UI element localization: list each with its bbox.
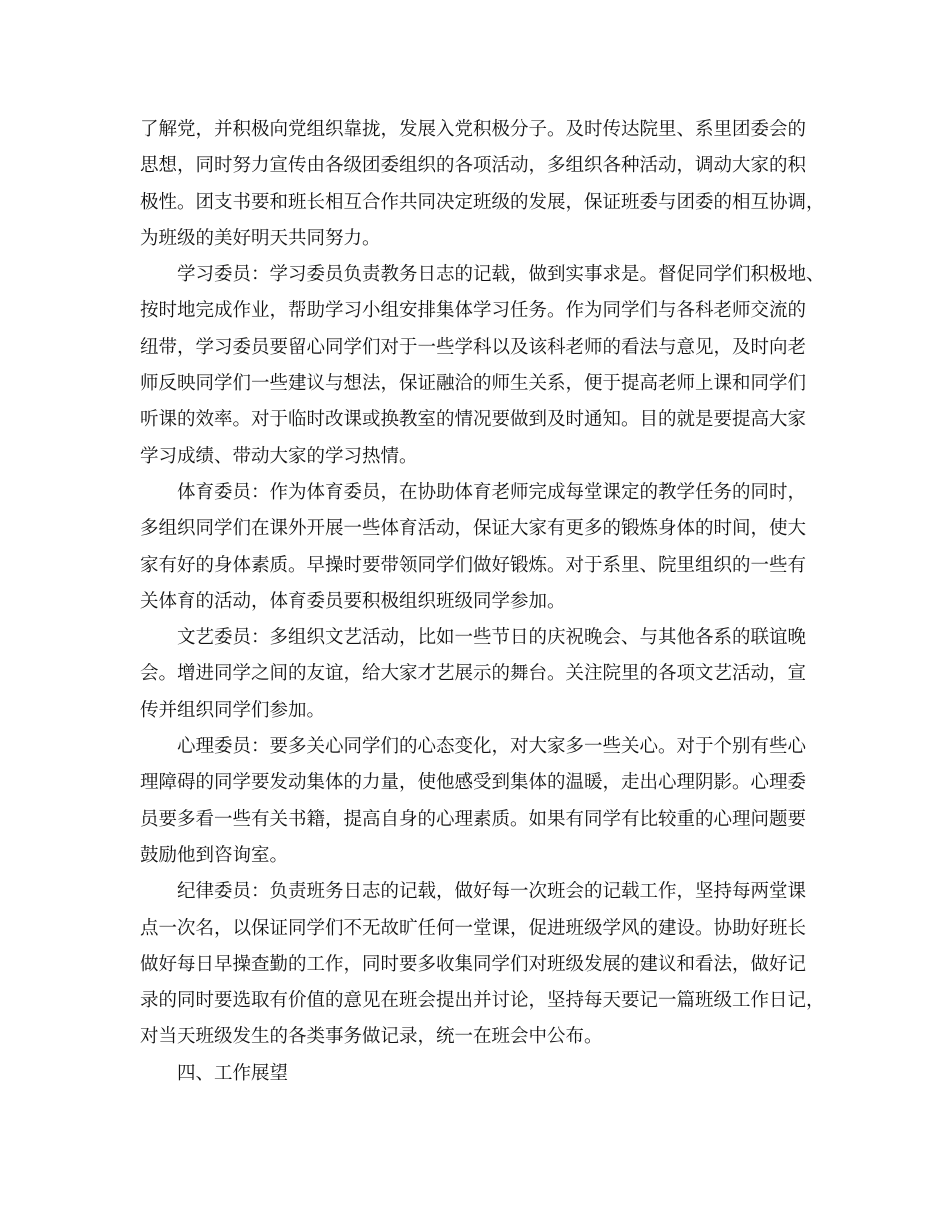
paragraph-line: 理障碍的同学要发动集体的力量，使他感受到集体的温暖，走出心理阴影。心理委: [140, 772, 807, 794]
paragraph-line: 学习成绩、带动大家的学习热情。: [140, 445, 418, 467]
paragraph-line: 传并组织同学们参加。: [140, 699, 326, 721]
paragraph-line: 点一次名，以保证同学们不无故旷任何一堂课，促进班级学风的建设。协助好班长: [140, 917, 807, 939]
paragraph-first-line: 体育委员：作为体育委员，在协助体育老师完成每堂课定的教学任务的同时，: [177, 481, 807, 503]
paragraph-first-line: 四、工作展望: [177, 1062, 289, 1084]
paragraph-line: 鼓励他到咨询室。: [140, 844, 289, 866]
paragraph-line: 多组织同学们在课外开展一些体育活动，保证大家有更多的锻炼身体的时间，使大: [140, 518, 807, 540]
paragraph-line: 纽带，学习委员要留心同学们对于一些学科以及该科老师的看法与意见，及时向老: [140, 336, 807, 358]
paragraph-line: 听课的效率。对于临时改课或换教室的情况要做到及时通知。目的就是要提高大家: [140, 409, 807, 431]
document-body: [140, 112, 830, 1092]
paragraph-line: 为班级的美好明天共同努力。: [140, 227, 381, 249]
paragraph-line: 关体育的活动，体育委员要积极组织班级同学参加。: [140, 590, 566, 612]
paragraph-first-line: 纪律委员：负责班务日志的记载，做好每一次班会的记载工作，坚持每两堂课: [177, 881, 807, 903]
paragraph-line: 会。增进同学之间的友谊，给大家才艺展示的舞台。关注院里的各项文艺活动，宣: [140, 663, 807, 685]
paragraph-line: 员要多看一些有关书籍，提高自身的心理素质。如果有同学有比较重的心理问题要: [140, 808, 807, 830]
paragraph-line: 了解党，并积极向党组织靠拢，发展入党积极分子。及时传达院里、系里团委会的: [140, 119, 807, 140]
paragraph-first-line: 心理委员：要多关心同学们的心态变化，对大家多一些关心。对于个别有些心: [177, 736, 807, 758]
paragraph-line: 思想，同时努力宣传由各级团委组织的各项活动，多组织各种活动，调动大家的积: [140, 155, 807, 177]
paragraph-first-line: 学习委员：学习委员负责教务日志的记载，做到实事求是。督促同学们积极地、: [177, 264, 825, 286]
paragraph-line: 对当天班级发生的各类事务做记录，统一在班会中公布。: [140, 1026, 603, 1048]
paragraph-line: 做好每日早操查勤的工作，同时要多收集同学们对班级发展的建议和看法，做好记: [140, 953, 807, 975]
paragraph-first-line: 文艺委员：多组织文艺活动，比如一些节日的庆祝晚会、与其他各系的联谊晚: [177, 627, 807, 649]
paragraph-line: 录的同时要选取有价值的意见在班会提出并讨论，坚持每天要记一篇班级工作日记，: [140, 990, 825, 1012]
paragraph-line: 家有好的身体素质。早操时要带领同学们做好锻炼。对于系里、院里组织的一些有: [140, 554, 807, 576]
paragraph-line: 按时地完成作业，帮助学习小组安排集体学习任务。作为同学们与各科老师交流的: [140, 300, 807, 322]
paragraph-line: 师反映同学们一些建议与想法，保证融洽的师生关系，便于提高老师上课和同学们: [140, 373, 807, 395]
paragraph-line: 极性。团支书要和班长相互合作共同决定班级的发展，保证班委与团委的相互协调，: [140, 191, 825, 213]
